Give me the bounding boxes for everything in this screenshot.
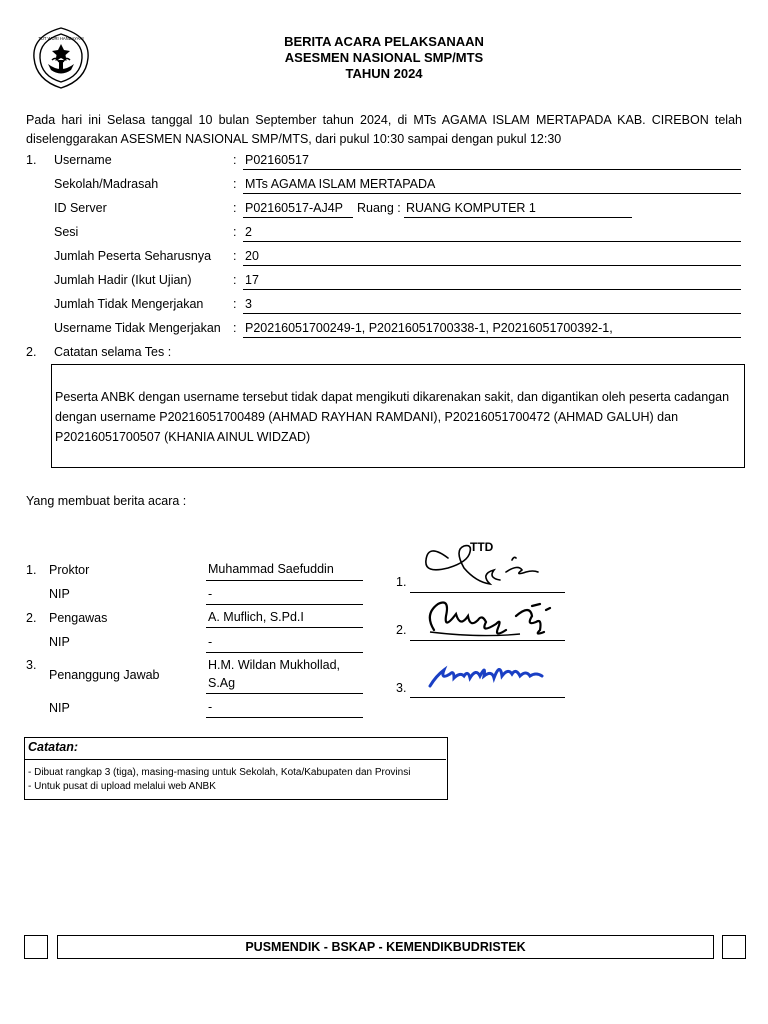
signer-2-nip-label: NIP xyxy=(49,635,70,649)
sig-3-number: 3. xyxy=(396,681,407,695)
signer-2-number: 2. xyxy=(26,611,37,625)
info-row-label: Sesi xyxy=(54,225,79,239)
info-row-underline xyxy=(243,241,741,242)
signer-3-nip-label: NIP xyxy=(49,701,70,715)
title-line-2: ASESMEN NASIONAL SMP/MTS xyxy=(284,50,484,65)
sig-2-number: 2. xyxy=(396,623,407,637)
room-label: Ruang : xyxy=(357,201,401,215)
signers-intro: Yang membuat berita acara : xyxy=(26,494,187,508)
signer-1-name: Muhammad Saefuddin xyxy=(208,562,334,576)
intro-line-2: diselenggarakan ASESMEN NASIONAL SMP/MTS, dari pukul 10:30 sampai dengan pukul 12:30 xyxy=(26,132,562,146)
info-row-value: MTs AGAMA ISLAM MERTAPADA xyxy=(245,177,436,191)
footer-left-square xyxy=(24,935,48,959)
signer-2-nip-line xyxy=(206,652,363,653)
note-line-2: - Untuk pusat di upload melalui web ANBK xyxy=(28,781,216,792)
signer-3-nip: - xyxy=(208,700,213,714)
info-row-label: Username xyxy=(54,153,112,167)
title-line-3: TAHUN 2024 xyxy=(345,66,423,81)
info-row-value: 3 xyxy=(245,297,252,311)
intro-line-1: Pada hari ini Selasa tanggal 10 bulan September tahun 2024, di MTs AGAMA ISLAM MERTAPADA KAB. CIREBON telah xyxy=(26,113,742,127)
info-row-underline xyxy=(243,265,741,266)
info-row-underline xyxy=(243,289,741,290)
info-row-value: P02160517-AJ4P xyxy=(245,201,343,215)
signer-1-nip-line xyxy=(206,604,363,605)
footer-right-square xyxy=(722,935,746,959)
signer-1-role: Proktor xyxy=(49,563,90,577)
note-heading-row xyxy=(24,737,446,760)
info-row-underline xyxy=(243,217,353,218)
info-row-value: 2 xyxy=(245,225,252,239)
info-row-colon: : xyxy=(233,273,237,287)
info-row-colon: : xyxy=(233,321,237,335)
info-row-colon: : xyxy=(233,201,237,215)
title-line-1: BERITA ACARA PELAKSANAAN xyxy=(284,34,484,49)
sig-1-number: 1. xyxy=(396,575,407,589)
room-value: RUANG KOMPUTER 1 xyxy=(406,201,536,215)
signer-2-nip: - xyxy=(208,635,213,649)
signer-3-number: 3. xyxy=(26,658,37,672)
info-row-value: 20 xyxy=(245,249,259,263)
info-row-value: P20216051700249-1, P20216051700338-1, P20216051700392-1, xyxy=(245,321,613,335)
info-row-colon: : xyxy=(233,153,237,167)
signer-2-role: Pengawas xyxy=(49,611,108,625)
info-row-underline xyxy=(243,193,741,194)
signer-1-number: 1. xyxy=(26,563,37,577)
info-row-label: Jumlah Peserta Seharusnya xyxy=(54,249,212,263)
catatan-text: Peserta ANBK dengan username tersebut tidak dapat mengikuti dikarenakan sakit, dan digantikan oleh peserta cadangan dengan username P20216051700489 (AHMAD RAYHAN RAMDANI), P20216051700472 (AHMAD GALUH) dan P20216051700507 (KHANIA AINUL WIDZAD) xyxy=(55,390,730,444)
footer-label: PUSMENDIK - BSKAP - KEMENDIKBUDRISTEK xyxy=(57,935,714,959)
info-row-underline xyxy=(243,169,741,170)
signer-3-role: Penanggung Jawab xyxy=(49,668,160,682)
signature-3 xyxy=(424,654,554,694)
logo-text: TUT WURI HANDAYANI xyxy=(38,36,84,41)
signer-1-nip-label: NIP xyxy=(49,587,70,601)
signature-1 xyxy=(418,538,548,594)
signature-2 xyxy=(420,594,570,642)
section-1-number: 1. xyxy=(26,153,37,167)
signer-3-name-line1: H.M. Wildan Mukhollad, xyxy=(208,658,340,672)
signer-3-name-line2: S.Ag xyxy=(208,676,236,690)
info-row-label: Jumlah Hadir (Ikut Ujian) xyxy=(54,273,192,287)
room-underline xyxy=(404,217,632,218)
info-row-label: ID Server xyxy=(54,201,107,215)
note-line-1: - Dibuat rangkap 3 (tiga), masing-masing untuk Sekolah, Kota/Kabupaten dan Provinsi xyxy=(28,767,411,778)
catatan-label: Catatan selama Tes : xyxy=(54,345,172,359)
info-row-value: P02160517 xyxy=(245,153,309,167)
info-row-underline xyxy=(243,313,741,314)
signer-1-name-line xyxy=(206,580,363,581)
info-row-label: Username Tidak Mengerjakan xyxy=(54,321,221,335)
info-row-colon: : xyxy=(233,249,237,263)
signer-3-nip-line xyxy=(206,717,363,718)
signer-2-name-line xyxy=(206,627,363,628)
info-row-label: Sekolah/Madrasah xyxy=(54,177,159,191)
info-row-colon: : xyxy=(233,177,237,191)
signer-3-name-line xyxy=(206,693,363,694)
signer-2-name: A. Muflich, S.Pd.I xyxy=(208,610,304,624)
info-row-value: 17 xyxy=(245,273,259,287)
info-row-colon: : xyxy=(233,225,237,239)
section-2-number: 2. xyxy=(26,345,37,359)
info-row-label: Jumlah Tidak Mengerjakan xyxy=(54,297,204,311)
ttd-label: TTD xyxy=(470,540,494,554)
info-row-underline xyxy=(243,337,741,338)
sig-3-line xyxy=(410,697,565,698)
note-heading: Catatan: xyxy=(28,740,79,754)
info-row-colon: : xyxy=(233,297,237,311)
signer-1-nip: - xyxy=(208,587,213,601)
